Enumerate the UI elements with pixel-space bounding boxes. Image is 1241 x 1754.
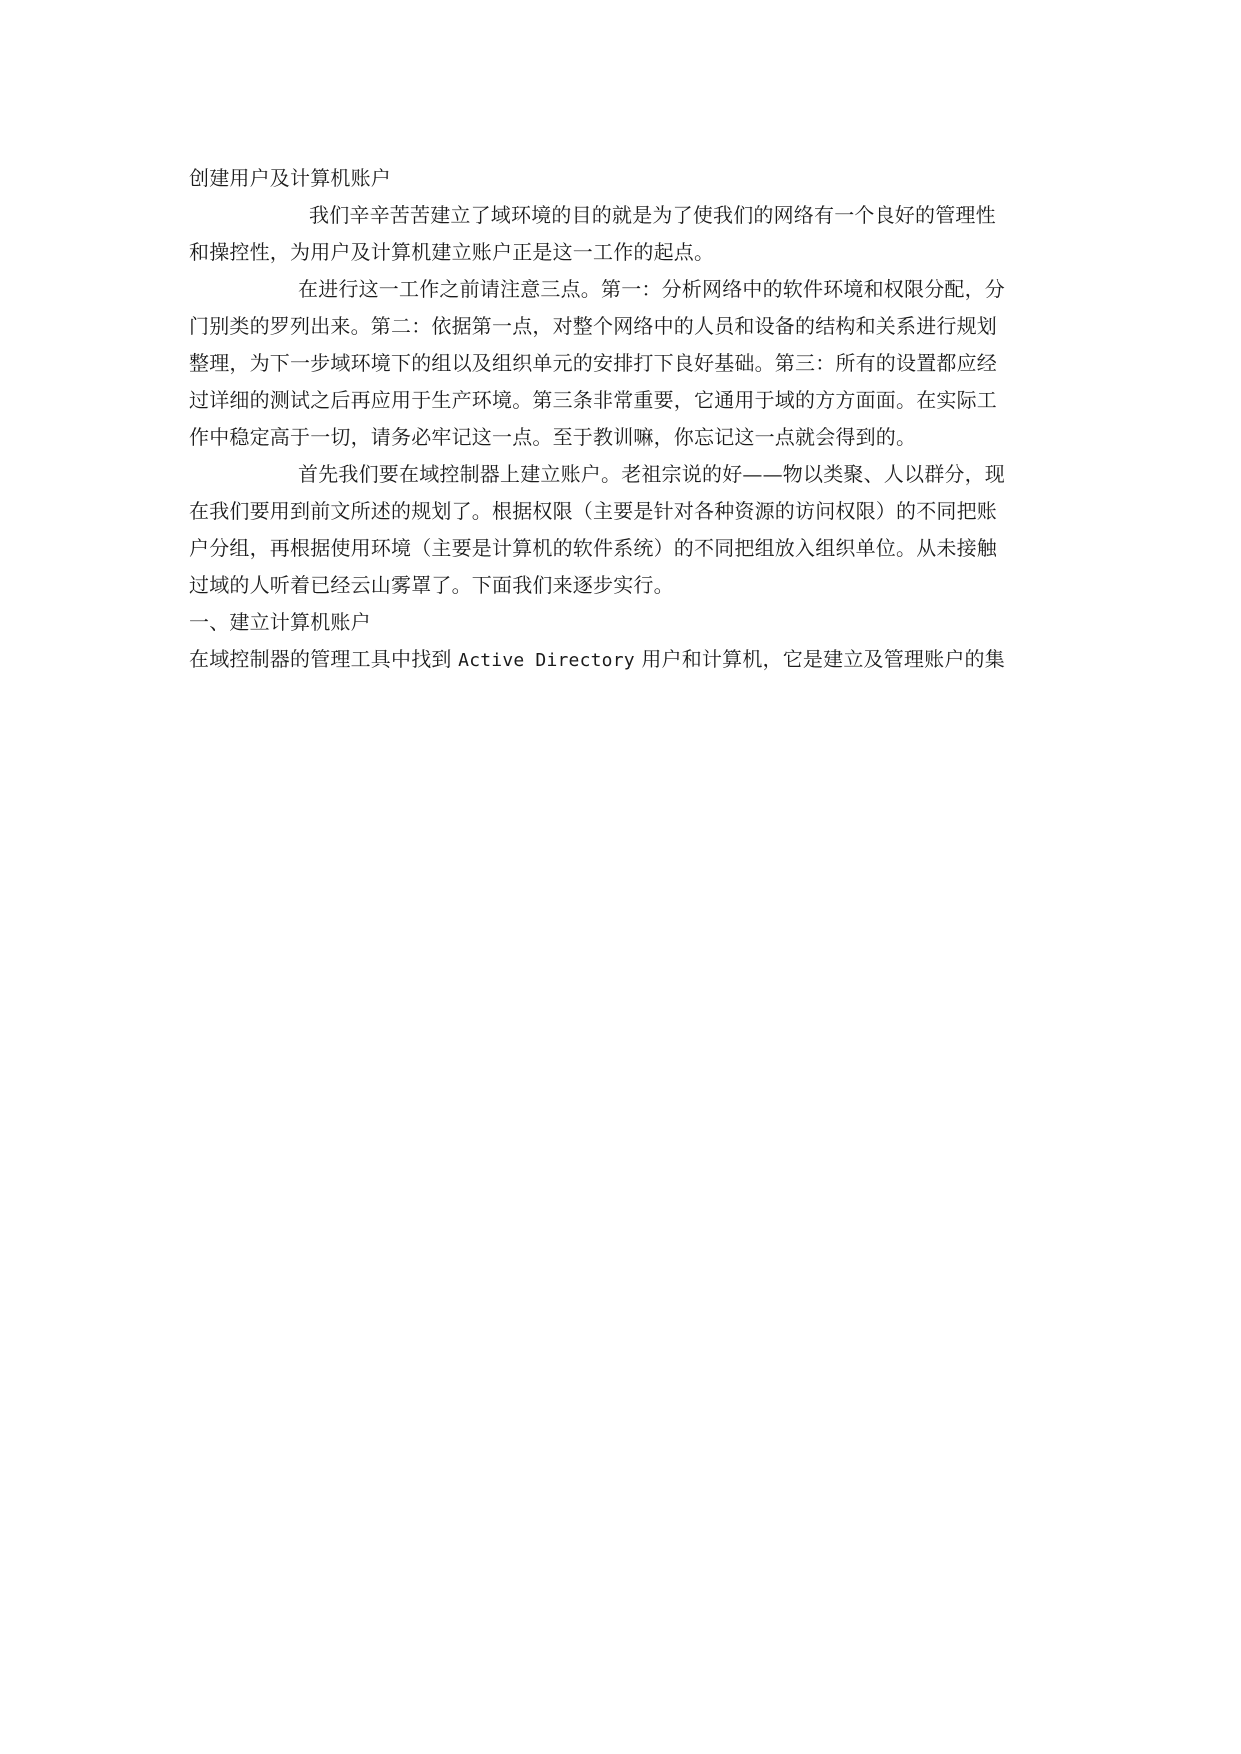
document-title: 创建用户及计算机账户 [189, 166, 391, 190]
paragraph-2-line-3: 整理，为下一步域环境下的组以及组织单元的安排打下良好基础。第三：所有的设置都应经 [189, 351, 997, 375]
paragraph-3-line-4: 过域的人听着已经云山雾罩了。下面我们来逐步实行。 [189, 573, 674, 597]
final-line [189, 641, 1061, 678]
final-line-after: 用户和计算机，它是建立及管理账户的集 [641, 647, 1005, 671]
paragraph-2-line-5: 作中稳定高于一切，请务必牢记这一点。至于教训嘛，你忘记这一点就会得到的。 [189, 425, 917, 449]
final-line-before: 在域控制器的管理工具中找到 [189, 647, 452, 671]
final-line-latin: Active Directory [458, 650, 635, 671]
paragraph-3-line-3: 户分组，再根据使用环境（主要是计算机的软件系统）的不同把组放入组织单位。从未接触 [189, 536, 997, 560]
paragraph-1-line-1: 我们辛辛苦苦建立了域环境的目的就是为了使我们的网络有一个良好的管理性 [309, 203, 996, 227]
section-heading: 一、建立计算机账户 [189, 610, 371, 634]
document-body [189, 160, 1061, 678]
paragraph-2-line-4: 过详细的测试之后再应用于生产环境。第三条非常重要，它通用于域的方方面面。在实际工 [189, 388, 997, 412]
paragraph-2-line-1: 在进行这一工作之前请注意三点。第一：分析网络中的软件环境和权限分配，分 [298, 277, 1005, 301]
paragraph-1-line-2: 和操控性，为用户及计算机建立账户正是这一工作的起点。 [189, 240, 715, 264]
paragraph-3-line-2: 在我们要用到前文所述的规划了。根据权限（主要是针对各种资源的访问权限）的不同把账 [189, 499, 997, 523]
paragraph-3-line-1: 首先我们要在域控制器上建立账户。老祖宗说的好——物以类聚、人以群分，现 [298, 462, 1005, 486]
paragraph-2-line-2: 门别类的罗列出来。第二：依据第一点，对整个网络中的人员和设备的结构和关系进行规划 [189, 314, 997, 338]
